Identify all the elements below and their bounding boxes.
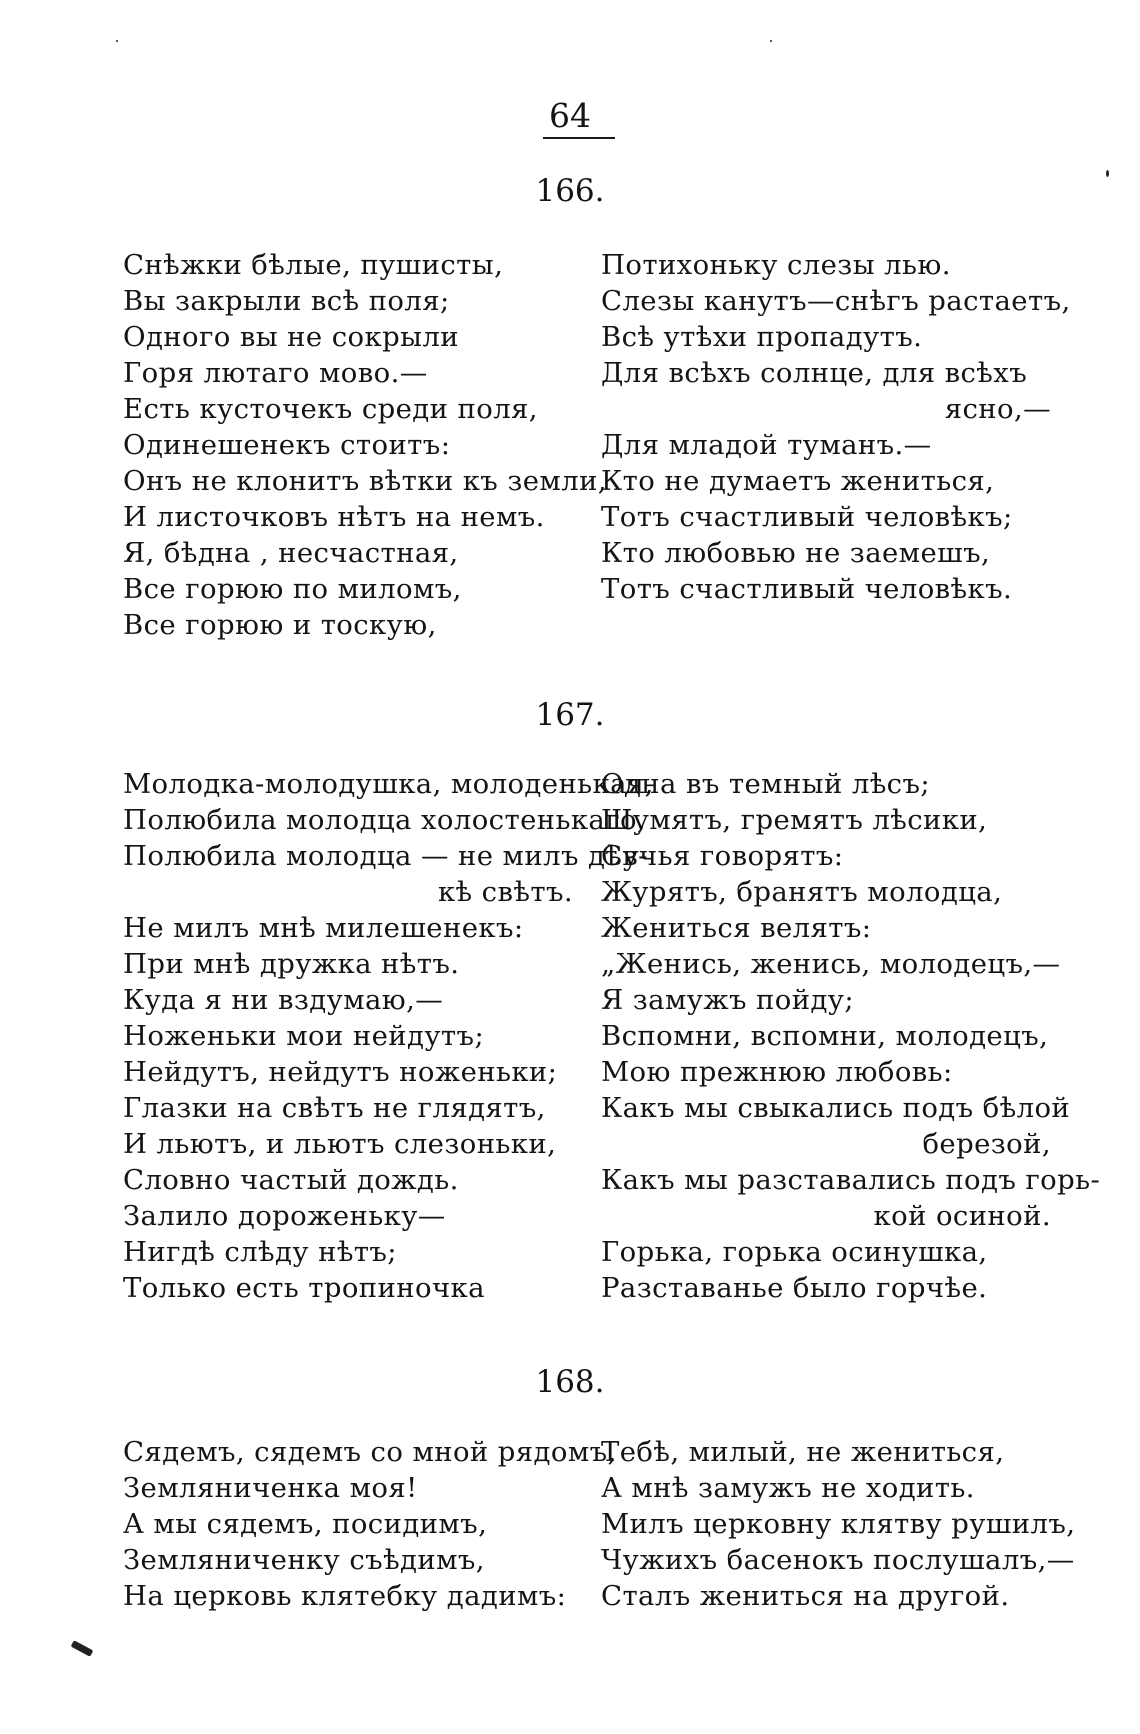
poem-line: Для всѣхъ солнце, для всѣхъ (601, 357, 1028, 389)
poem-line: „Женись, женись, молодецъ,— (601, 948, 1061, 980)
song-168-left-column (123, 1434, 617, 1614)
poem-line: Есть кусточекъ среди поля, (123, 393, 538, 425)
poem-line: Нейдутъ, нейдутъ ноженьки; (123, 1056, 558, 1088)
song-number-166: 166. (535, 173, 605, 209)
song-166-right-column (601, 247, 1071, 607)
scan-speck (770, 40, 772, 42)
poem-line: Одного вы не сокрыли (123, 321, 459, 353)
song-167-left-column (123, 766, 654, 1306)
poem-line: Тотъ счастливый человѣкъ; (601, 501, 1013, 533)
poem-line: Чужихъ басенокъ послушалъ,— (601, 1544, 1075, 1576)
poem-line: И льютъ, и льютъ слезоньки, (123, 1128, 557, 1160)
poem-line: Земляниченку съѣдимъ, (123, 1544, 485, 1576)
poem-line: Снѣжки бѣлые, пушисты, (123, 249, 504, 281)
poem-line: Вы закрыли всѣ поля; (123, 285, 450, 317)
poem-line: Все горюю по миломъ, (123, 573, 462, 605)
poem-line: Журятъ, бранятъ молодца, (601, 876, 1003, 908)
poem-line: А мы сядемъ, посидимъ, (123, 1508, 488, 1540)
poem-line: Полюбила молодца холостенькаго, (123, 804, 647, 836)
poem-line: Какъ мы разставались подъ горь- (601, 1164, 1101, 1196)
poem-line: Кто любовью не заемешъ, (601, 537, 991, 569)
poem-line: Тотъ счастливый человѣкъ. (601, 573, 1013, 605)
poem-line: На церковь клятебку дадимъ: (123, 1580, 567, 1612)
poem-line: Разставанье было горчѣе. (601, 1272, 988, 1304)
poem-line: Залило дороженьку— (123, 1200, 446, 1232)
scan-mark (71, 1640, 94, 1657)
scan-speck (1106, 170, 1109, 177)
page-number-rule (543, 137, 615, 139)
poem-line: Земляниченка моя! (123, 1472, 418, 1504)
poem-line: Всѣ утѣхи пропадутъ. (601, 321, 923, 353)
poem-line: Милъ церковну клятву рушилъ, (601, 1508, 1076, 1540)
poem-line: Горя лютаго мово.— (123, 357, 428, 389)
poem-line: кой осиной. (873, 1200, 1051, 1232)
poem-line: Вспомни, вспомни, молодецъ, (601, 1020, 1049, 1052)
poem-line: Полюбила молодца — не милъ дѣв- (123, 840, 648, 872)
poem-line: Все горюю и тоскую, (123, 609, 437, 641)
poem-line: Не милъ мнѣ милешенекъ: (123, 912, 524, 944)
poem-line: Мою прежнюю любовь: (601, 1056, 953, 1088)
poem-line: Я замужъ пойду; (601, 984, 855, 1016)
poem-line: Сучья говорятъ: (601, 840, 844, 872)
poem-line: Потихоньку слезы лью. (601, 249, 951, 281)
poem-line: Ноженьки мои нейдутъ; (123, 1020, 485, 1052)
song-number-168: 168. (535, 1364, 605, 1400)
poem-line: Горька, горька осинушка, (601, 1236, 988, 1268)
poem-line: А мнѣ замужъ не ходить. (601, 1472, 975, 1504)
poem-line: Одинешенекъ стоитъ: (123, 429, 451, 461)
poem-line: ясно,— (944, 393, 1051, 425)
poem-line: Кто не думаетъ жениться, (601, 465, 995, 497)
poem-line: Шумятъ, гремятъ лѣсики, (601, 804, 988, 836)
poem-line: Сядемъ, сядемъ со мной рядомъ, (123, 1436, 617, 1468)
poem-line: Молодка-молодушка, молоденькая, (123, 768, 654, 800)
poem-line: Тебѣ, милый, не жениться, (601, 1436, 1005, 1468)
poem-line: Нигдѣ слѣду нѣтъ; (123, 1236, 397, 1268)
song-166-left-column (123, 247, 607, 643)
poem-line: кѣ свѣтъ. (437, 876, 573, 908)
poem-line: Онъ не клонитъ вѣтки къ земли, (123, 465, 607, 497)
scan-speck (116, 40, 118, 42)
song-167-right-column (601, 766, 1101, 1306)
poem-line: Куда я ни вздумаю,— (123, 984, 444, 1016)
poem-line: Глазки на свѣтъ не глядятъ, (123, 1092, 546, 1124)
poem-line: березой, (922, 1128, 1051, 1160)
poem-line: Только есть тропиночка (123, 1272, 485, 1304)
poem-line: Сталъ жениться на другой. (601, 1580, 1010, 1612)
poem-line: Словно частый дождь. (123, 1164, 459, 1196)
poem-line: Слезы канутъ—снѣгъ растаетъ, (601, 285, 1071, 317)
poem-line: Одна въ темный лѣсъ; (601, 768, 931, 800)
poem-line: Для младой туманъ.— (601, 429, 932, 461)
poem-line: Жениться велятъ: (601, 912, 872, 944)
poem-line: Какъ мы свыкались подъ бѣлой (601, 1092, 1071, 1124)
poem-line: Я, бѣдна , несчастная, (123, 537, 459, 569)
page-number: 64 (549, 96, 591, 135)
poem-line: И листочковъ нѣтъ на немъ. (123, 501, 545, 533)
song-number-167: 167. (535, 697, 605, 733)
song-168-right-column (601, 1434, 1076, 1614)
poem-line: При мнѣ дружка нѣтъ. (123, 948, 460, 980)
